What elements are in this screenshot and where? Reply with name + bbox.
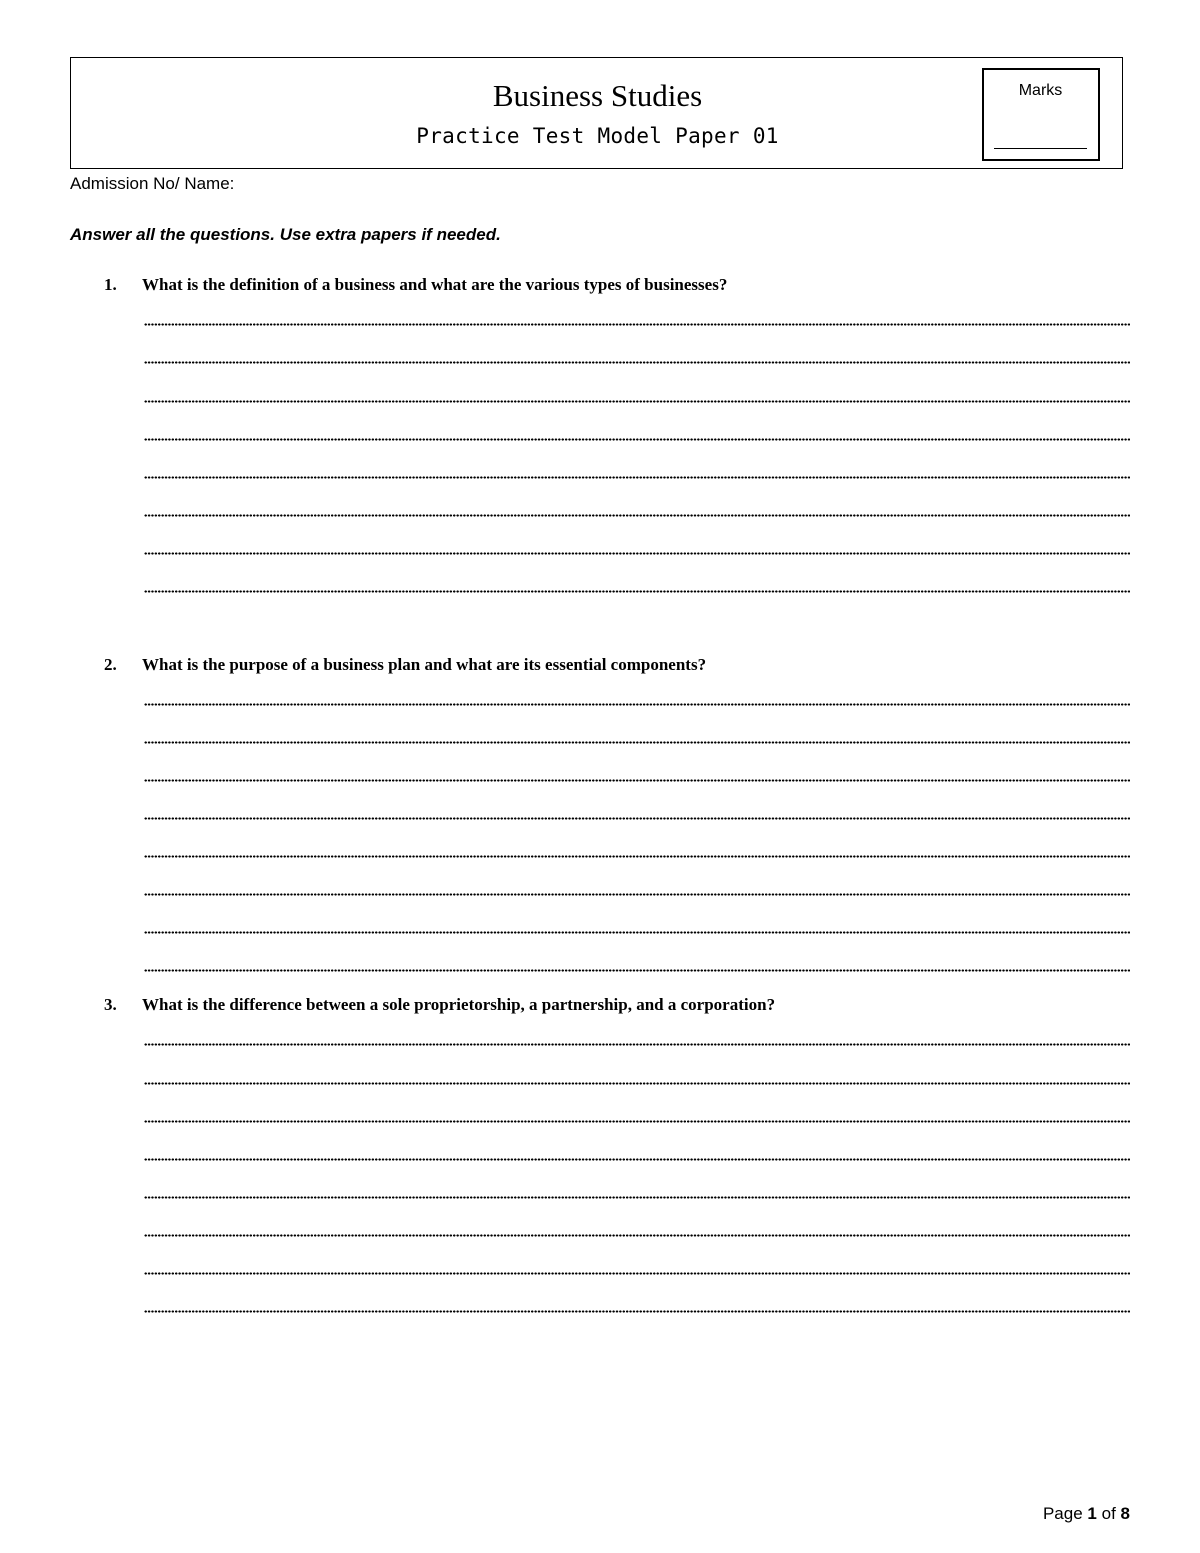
answer-line[interactable] xyxy=(144,1272,1130,1275)
question-number: 1. xyxy=(104,275,117,294)
marks-entry-line[interactable] xyxy=(994,148,1087,149)
instructions: Answer all the questions. Use extra papers if needed. xyxy=(70,225,501,244)
answer-line[interactable] xyxy=(144,361,1130,364)
answer-line[interactable] xyxy=(144,552,1130,555)
answer-line[interactable] xyxy=(144,323,1130,326)
answer-line[interactable] xyxy=(144,514,1130,517)
answer-line[interactable] xyxy=(144,476,1130,479)
question-number: 2. xyxy=(104,655,117,674)
answer-line[interactable] xyxy=(144,931,1130,934)
answer-line[interactable] xyxy=(144,893,1130,896)
answer-line[interactable] xyxy=(144,1234,1130,1237)
header-box xyxy=(70,57,1123,169)
answer-line[interactable] xyxy=(144,703,1130,706)
question-text: What is the difference between a sole proprietorship, a partnership, and a corporation? xyxy=(142,995,776,1014)
answer-line[interactable] xyxy=(144,1120,1130,1123)
page-title: Business Studies xyxy=(492,78,703,113)
total-pages: 8 xyxy=(1120,1504,1130,1523)
question-number: 3. xyxy=(104,995,117,1014)
question-text: What is the definition of a business and what are the various types of businesses? xyxy=(142,275,728,294)
answer-line[interactable] xyxy=(144,1196,1130,1199)
answer-line[interactable] xyxy=(144,855,1130,858)
current-page: 1 xyxy=(1087,1504,1097,1523)
marks-box xyxy=(982,68,1100,161)
admission-name-label: Admission No/ Name: xyxy=(70,174,235,193)
page-subtitle: Practice Test Model Paper 01 xyxy=(416,124,779,148)
of-word: of xyxy=(1101,1504,1116,1523)
answer-line[interactable] xyxy=(144,438,1130,441)
answer-line[interactable] xyxy=(144,779,1130,782)
answer-line[interactable] xyxy=(144,969,1130,972)
page-number-footer xyxy=(1043,1502,1130,1526)
answer-line[interactable] xyxy=(144,590,1130,593)
marks-label: Marks xyxy=(1018,82,1063,99)
answer-line[interactable] xyxy=(144,1158,1130,1161)
answer-line[interactable] xyxy=(144,817,1130,820)
answer-line[interactable] xyxy=(144,1043,1130,1046)
question-text: What is the purpose of a business plan and what are its essential components? xyxy=(142,655,707,674)
page-word: Page xyxy=(1042,1504,1083,1523)
answer-line[interactable] xyxy=(144,400,1130,403)
answer-line[interactable] xyxy=(144,741,1130,744)
answer-line[interactable] xyxy=(144,1310,1130,1313)
answer-line[interactable] xyxy=(144,1082,1130,1085)
